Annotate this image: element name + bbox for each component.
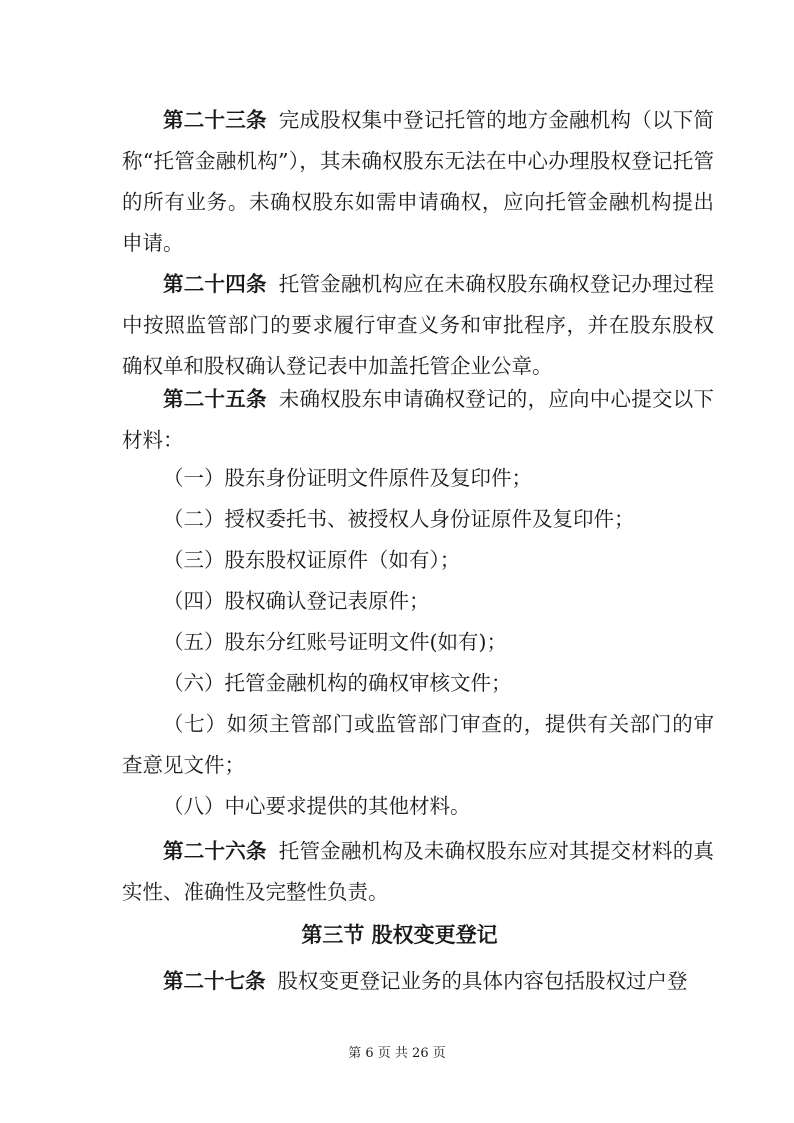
article-text: 完成股权集中登记托管的地方金融机构（以下简称“托管金融机构”），其未确权股东无法在中心办理股权登记托管的所有业务。未确权股东如需申请确权，应向托管金融机构提出申请。 (122, 108, 715, 255)
list-item: （三）股东股权证原件（如有）； (163, 548, 461, 572)
section-heading: 第三节 股权变更登记 (301, 923, 498, 947)
list-item: （八）中心要求提供的其他材料。 (163, 794, 471, 818)
list-item: （五）股东分红账号证明文件(如有)； (163, 630, 507, 654)
page-number: 第 6 页 共 26 页 (348, 1046, 446, 1061)
article-label: 第二十五条 (163, 387, 267, 411)
list-item: （七）如须主管部门或监管部门审查的，提供有关部门的审查意见文件； (122, 712, 714, 777)
article-23 (122, 100, 714, 264)
article-label: 第二十七条 (163, 969, 266, 993)
article-text: 未确权股东申请确权登记的，应向中心提交以下材料： (122, 387, 715, 452)
article-text: 托管金融机构及未确权股东应对其提交材料的真实性、准确性及完整性负责。 (122, 839, 715, 904)
article-label: 第二十三条 (163, 108, 267, 132)
list-item: （四）股权确认登记表原件； (163, 589, 430, 613)
list-item: （二）授权委托书、被授权人身份证原件及复印件； (163, 507, 635, 531)
article-25 (122, 379, 714, 461)
list-item: （六）托管金融机构的确权审核文件； (163, 671, 512, 695)
list-item: （一）股东身份证明文件原件及复印件； (163, 466, 532, 490)
article-27 (122, 961, 714, 1002)
article-label: 第二十四条 (163, 272, 267, 296)
article-text: 托管金融机构应在未确权股东确权登记办理过程中按照监管部门的要求履行审查义务和审批程序，并在股东股权确权单和股权确认登记表中加盖托管企业公章。 (122, 272, 715, 378)
article-26 (122, 831, 714, 913)
article-text: 股权变更登记业务的具体内容包括股权过户登 (277, 969, 688, 993)
article-24 (122, 264, 714, 387)
article-label: 第二十六条 (163, 839, 267, 863)
